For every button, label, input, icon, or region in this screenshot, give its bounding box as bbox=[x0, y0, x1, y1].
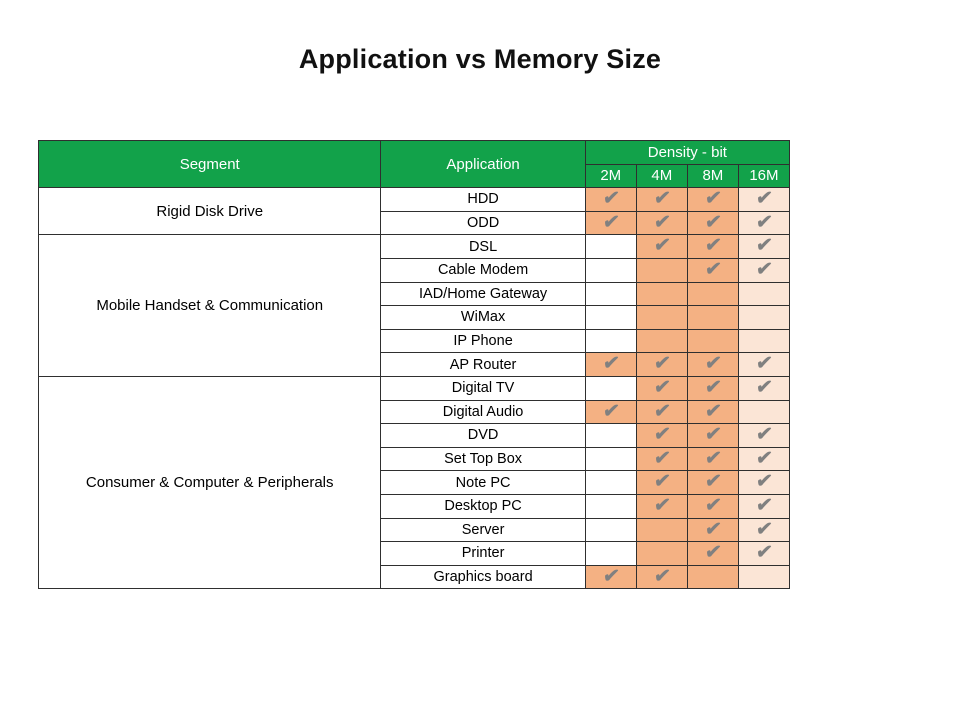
density-cell bbox=[738, 235, 789, 259]
density-cell bbox=[585, 471, 636, 495]
check-icon: ✔ bbox=[652, 188, 672, 210]
matrix-table-container bbox=[38, 140, 790, 589]
table-body bbox=[39, 188, 790, 589]
density-cell bbox=[687, 353, 738, 377]
check-icon: ✔ bbox=[754, 424, 774, 446]
segment-cell: Mobile Handset & Communication bbox=[39, 235, 381, 377]
density-cell bbox=[585, 494, 636, 518]
page-title: Application vs Memory Size bbox=[298, 44, 662, 74]
check-icon: ✔ bbox=[754, 188, 774, 210]
density-cell bbox=[687, 188, 738, 212]
check-icon: ✔ bbox=[601, 188, 621, 210]
density-cell bbox=[687, 518, 738, 542]
density-cell bbox=[687, 471, 738, 495]
density-cell bbox=[738, 329, 789, 353]
density-cell bbox=[636, 235, 687, 259]
density-cell bbox=[738, 353, 789, 377]
density-cell bbox=[636, 188, 687, 212]
check-icon: ✔ bbox=[601, 211, 621, 233]
check-icon: ✔ bbox=[754, 447, 774, 469]
check-icon: ✔ bbox=[652, 211, 672, 233]
column-header-density-4m: 4M bbox=[636, 164, 687, 188]
density-cell bbox=[687, 565, 738, 589]
check-icon: ✔ bbox=[652, 471, 672, 493]
check-icon: ✔ bbox=[754, 471, 774, 493]
density-cell bbox=[738, 424, 789, 448]
application-cell: AP Router bbox=[381, 353, 585, 377]
density-cell bbox=[585, 306, 636, 330]
density-cell bbox=[585, 258, 636, 282]
density-cell bbox=[585, 211, 636, 235]
segment-cell: Consumer & Computer & Peripherals bbox=[39, 376, 381, 588]
density-cell bbox=[585, 518, 636, 542]
density-cell bbox=[738, 282, 789, 306]
density-cell bbox=[687, 282, 738, 306]
check-icon: ✔ bbox=[703, 400, 723, 422]
application-cell: DSL bbox=[381, 235, 585, 259]
density-cell bbox=[636, 447, 687, 471]
density-cell bbox=[636, 518, 687, 542]
density-cell bbox=[636, 211, 687, 235]
density-cell bbox=[738, 542, 789, 566]
check-icon: ✔ bbox=[652, 376, 672, 398]
density-cell bbox=[585, 565, 636, 589]
application-cell: Cable Modem bbox=[381, 258, 585, 282]
check-icon: ✔ bbox=[601, 353, 621, 375]
density-cell bbox=[687, 306, 738, 330]
table-row bbox=[39, 376, 790, 400]
density-cell bbox=[585, 542, 636, 566]
check-icon: ✔ bbox=[703, 471, 723, 493]
density-cell bbox=[636, 471, 687, 495]
check-icon: ✔ bbox=[754, 376, 774, 398]
check-icon: ✔ bbox=[703, 542, 723, 564]
check-icon: ✔ bbox=[703, 518, 723, 540]
check-icon: ✔ bbox=[652, 565, 672, 587]
density-cell bbox=[636, 258, 687, 282]
density-cell bbox=[585, 376, 636, 400]
density-cell bbox=[636, 494, 687, 518]
density-cell bbox=[636, 565, 687, 589]
density-cell bbox=[687, 400, 738, 424]
density-cell bbox=[687, 447, 738, 471]
density-cell bbox=[636, 306, 687, 330]
check-icon: ✔ bbox=[703, 353, 723, 375]
check-icon: ✔ bbox=[754, 353, 774, 375]
density-cell bbox=[585, 447, 636, 471]
density-cell bbox=[636, 424, 687, 448]
density-cell bbox=[738, 306, 789, 330]
density-cell bbox=[636, 376, 687, 400]
check-icon: ✔ bbox=[601, 565, 621, 587]
column-header-density-group: Density - bit bbox=[585, 141, 789, 165]
application-cell: HDD bbox=[381, 188, 585, 212]
density-cell bbox=[585, 353, 636, 377]
density-cell bbox=[636, 353, 687, 377]
column-header-density-2m: 2M bbox=[585, 164, 636, 188]
application-cell: Server bbox=[381, 518, 585, 542]
density-cell bbox=[738, 518, 789, 542]
density-cell bbox=[687, 235, 738, 259]
check-icon: ✔ bbox=[652, 235, 672, 257]
application-cell: Digital TV bbox=[381, 376, 585, 400]
density-cell bbox=[636, 329, 687, 353]
application-cell: Note PC bbox=[381, 471, 585, 495]
column-header-application: Application bbox=[381, 141, 585, 188]
table-row bbox=[39, 235, 790, 259]
application-cell: WiMax bbox=[381, 306, 585, 330]
application-cell: Desktop PC bbox=[381, 494, 585, 518]
density-cell bbox=[585, 329, 636, 353]
table-head bbox=[39, 141, 790, 188]
density-cell bbox=[738, 258, 789, 282]
check-icon: ✔ bbox=[703, 235, 723, 257]
check-icon: ✔ bbox=[754, 518, 774, 540]
check-icon: ✔ bbox=[652, 447, 672, 469]
density-cell bbox=[585, 424, 636, 448]
check-icon: ✔ bbox=[703, 494, 723, 516]
density-cell bbox=[738, 211, 789, 235]
table-row bbox=[39, 188, 790, 212]
check-icon: ✔ bbox=[703, 188, 723, 210]
density-cell bbox=[636, 282, 687, 306]
density-cell bbox=[687, 542, 738, 566]
check-icon: ✔ bbox=[754, 494, 774, 516]
density-cell bbox=[585, 400, 636, 424]
check-icon: ✔ bbox=[703, 211, 723, 233]
segment-cell: Rigid Disk Drive bbox=[39, 188, 381, 235]
density-cell bbox=[738, 565, 789, 589]
check-icon: ✔ bbox=[703, 447, 723, 469]
density-cell bbox=[636, 400, 687, 424]
density-cell bbox=[687, 329, 738, 353]
density-cell bbox=[687, 258, 738, 282]
application-cell: IP Phone bbox=[381, 329, 585, 353]
density-cell bbox=[687, 376, 738, 400]
check-icon: ✔ bbox=[754, 211, 774, 233]
check-icon: ✔ bbox=[703, 424, 723, 446]
check-icon: ✔ bbox=[754, 235, 774, 257]
density-cell bbox=[585, 282, 636, 306]
check-icon: ✔ bbox=[652, 353, 672, 375]
density-cell bbox=[738, 447, 789, 471]
application-cell: Printer bbox=[381, 542, 585, 566]
application-cell: IAD/Home Gateway bbox=[381, 282, 585, 306]
check-icon: ✔ bbox=[703, 258, 723, 280]
density-cell bbox=[585, 188, 636, 212]
application-cell: DVD bbox=[381, 424, 585, 448]
check-icon: ✔ bbox=[754, 542, 774, 564]
density-cell bbox=[738, 188, 789, 212]
density-cell bbox=[738, 471, 789, 495]
check-icon: ✔ bbox=[754, 258, 774, 280]
density-cell bbox=[687, 424, 738, 448]
column-header-segment: Segment bbox=[39, 141, 381, 188]
application-cell: Digital Audio bbox=[381, 400, 585, 424]
density-cell bbox=[738, 376, 789, 400]
density-cell bbox=[687, 211, 738, 235]
column-header-density-16m: 16M bbox=[738, 164, 789, 188]
check-icon: ✔ bbox=[601, 400, 621, 422]
check-icon: ✔ bbox=[652, 400, 672, 422]
density-cell bbox=[738, 494, 789, 518]
check-icon: ✔ bbox=[652, 494, 672, 516]
column-header-density-8m: 8M bbox=[687, 164, 738, 188]
check-icon: ✔ bbox=[703, 376, 723, 398]
header-row-1 bbox=[39, 141, 790, 165]
application-cell: ODD bbox=[381, 211, 585, 235]
density-cell bbox=[585, 235, 636, 259]
application-memory-matrix bbox=[38, 140, 790, 589]
application-cell: Set Top Box bbox=[381, 447, 585, 471]
check-icon: ✔ bbox=[652, 424, 672, 446]
density-cell bbox=[687, 494, 738, 518]
density-cell bbox=[636, 542, 687, 566]
application-cell: Graphics board bbox=[381, 565, 585, 589]
density-cell bbox=[738, 400, 789, 424]
